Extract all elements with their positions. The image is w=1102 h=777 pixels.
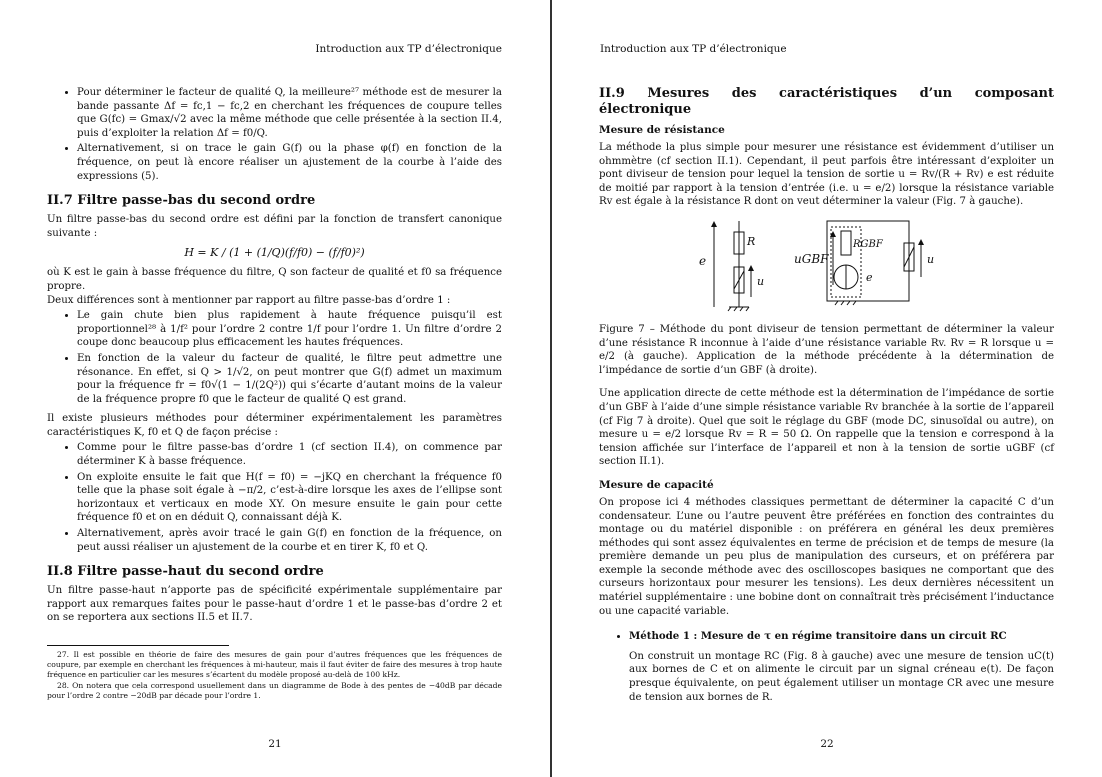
running-head: Introduction aux TP d’électronique bbox=[600, 43, 787, 55]
paragraph: La méthode la plus simple pour mesurer une résistance est évidemment d’utiliser un ohmmètre (cf section II.1). Cependant, il peut parfois être intéressant d’exploiter un pont diviseur de tension pour lequel la tension de sortie u = Rv/(R + Rv) e est réduite de moitié par rapport à la tension d’entrée (i.e. u = e/2) lorsque la résistance variable Rv est égale à la résistance R dont on veut déterminer la valeur (Fig. 7 à gauche). bbox=[599, 142, 1054, 208]
right-page-body bbox=[599, 86, 1054, 710]
list-item: • Comme pour le filtre passe-bas d’ordre 1 (cf section II.4), on commence par déterminer K à basse fréquence. bbox=[77, 441, 502, 468]
left-page-body bbox=[47, 86, 502, 625]
label-rgbf: RGBF bbox=[853, 238, 883, 250]
label-u: u bbox=[927, 252, 935, 266]
footnotes bbox=[47, 650, 502, 702]
paragraph: Un filtre passe-haut n’apporte pas de spécificité expérimentale supplémentaire par rapport aux remarques faites pour le passe-haut d’ordre 1 et le passe-bas d’ordre 2 et on se reportera aux sections II.5 et II.7. bbox=[47, 585, 502, 624]
subsection-heading: Mesure de capacité bbox=[599, 478, 714, 491]
figure-7-circuits bbox=[599, 217, 1054, 317]
list-item: • Le gain chute bien plus rapidement à haute fréquence puisqu’il est proportionnel²⁸ à 1/f² pour l’ordre 2 contre 1/f pour l’ordre 1. Un filtre d’ordre 2 coupe donc beaucoup plus efficacement les hautes fréquences. bbox=[77, 309, 502, 350]
arrow-u bbox=[918, 239, 924, 245]
label-ugbf: uGBF bbox=[794, 251, 829, 266]
differences-list bbox=[47, 309, 502, 406]
label-u: u bbox=[757, 274, 765, 288]
spacer bbox=[599, 618, 1054, 628]
label-e: e bbox=[866, 270, 873, 284]
paragraph: Deux différences sont à mentionner par rapport au filtre passe-bas d’ordre 1 : bbox=[47, 294, 451, 306]
list-item: • Alternativement, si on trace le gain G(f) ou la phase φ(f) en fonction de la fréquence, on peut là encore réaliser un ajustement de la courbe à l’aide des expressions (5). bbox=[77, 142, 502, 183]
method-body: On construit un montage RC (Fig. 8 à gauche) avec une mesure de tension uC(t) aux bornes de C et on alimente le circuit par un signal créneau e(t). De façon presque équivalente, on peut également utiliser un montage CR avec une mesure de tension aux bornes de R. bbox=[629, 650, 1054, 703]
method-title: Méthode 1 : Mesure de τ en régime transitoire dans un circuit RC bbox=[629, 630, 1007, 643]
quality-factor-list bbox=[47, 86, 502, 183]
methods-list bbox=[47, 441, 502, 554]
section-heading: II.7 Filtre passe-bas du second ordre bbox=[47, 193, 316, 209]
paragraph: Un filtre passe-bas du second ordre est défini par la fonction de transfert canonique suivante : bbox=[47, 214, 502, 239]
arrow-e bbox=[711, 221, 717, 227]
section-heading: II.8 Filtre passe-haut du second ordre bbox=[47, 564, 324, 580]
paragraph: On propose ici 4 méthodes classiques permettant de déterminer la capacité C d’un condensateur. L’une ou l’autre peuvent être préférées en fonction des contraintes du montage ou du matériel disponible : on préférera en général les deux premières méthodes qui sont assez équivalentes en terme de précision et de temps de mesure (la première demande un peu plus de manipulation des curseurs, et on préférera par exemple la seconde méthode avec des oscilloscopes basiques ne comportant que des curseurs horizontaux pour mesurer les tensions). Les deux dernières nécessitent un matériel supplémentaire : une bobine dont on connaîtrait très précisément l’inductance ou une capacité variable. bbox=[599, 496, 1054, 617]
list-item: • On exploite ensuite le fait que H(f = f0) = −jKQ en cherchant la fréquence f0 telle que la phase soit égale à −π/2, c’est-à-dire lorsque les axes de l’ellipse sont horizontaux et verticaux en mode XY. On mesure ensuite le gain pour cette fréquence f0 et on en déduit Q, connaissant déjà K. bbox=[77, 471, 502, 525]
section-heading: II.9 Mesures des caractéristiques d’un composant électronique bbox=[599, 86, 1054, 117]
figure-caption: Figure 7 – Méthode du pont diviseur de tension permettant de déterminer la valeur d’une résistance R inconnue à l’aide d’une résistance variable Rv. Rv = R lorsque u = e/2 (à gauche). Application de la méthode précédente à la détermination de l’impédance de sortie d’un GBF (à droite). bbox=[599, 323, 1054, 376]
arrow-u bbox=[748, 265, 754, 271]
spacer bbox=[599, 377, 1054, 387]
paragraph: Une application directe de cette méthode est la détermination de l’impédance de sortie d’un GBF à l’aide d’une simple résistance variable Rv branchée à la sortie de l’appareil (cf Fig 7 à droite). Quel que soit le réglage du GBF (mode DC, sinusoïdal ou autre), on mesure u = e/2 lorsque Rv = R = 50 Ω. On rappelle que la tension e correspond à la tension affichée sur l’interface de l’appareil et non à la tension de sortie uGBF (cf section II.1). bbox=[599, 388, 1054, 468]
page-number: 22 bbox=[820, 738, 834, 750]
footnote: 28. On notera que cela correspond usuellement dans un diagramme de Bode à des pentes de −40dB par décade pour l’ordre 2 contre −20dB par décade pour l’ordre 1. bbox=[47, 681, 502, 700]
circuit-diagram bbox=[699, 217, 959, 317]
paragraph: Il existe plusieurs méthodes pour déterminer expérimentalement les paramètres caractéristiques K, f0 et Q de façon précise : bbox=[47, 413, 502, 438]
paragraph: où K est le gain à basse fréquence du filtre, Q son facteur de qualité et f0 sa fréquence propre. bbox=[47, 267, 502, 292]
label-R: R bbox=[747, 234, 756, 248]
footnote: 27. Il est possible en théorie de faire des mesures de gain pour d’autres fréquences que les fréquences de coupure, par exemple en cherchant les fréquences à mi-hauteur, mais il faut éviter de faire des mesures à trop haute fréquence en particulier car les mesures s’écartent du modèle proposé au-delà de 100 kHz. bbox=[47, 650, 502, 679]
left-page bbox=[0, 0, 550, 777]
list-item: • En fonction de la valeur du facteur de qualité, le filtre peut admettre une résonance. En effet, si Q > 1/√2, on peut montrer que G(f) admet un maximum pour la fréquence fr = f0√(1 − 1/(2Q²)) qui s’écarte d’autant moins de la valeur de la fréquence propre f0 que le facteur de qualité Q est grand. bbox=[77, 352, 502, 406]
capacitance-methods-list bbox=[599, 630, 1054, 704]
subsection-heading: Mesure de résistance bbox=[599, 124, 725, 136]
transfer-function-equation: H = K / (1 + (1/Q)(f/f0) − (f/f0)²) bbox=[184, 246, 365, 260]
list-item bbox=[629, 630, 1054, 704]
label-e: e bbox=[699, 253, 707, 268]
list-item: • Alternativement, après avoir tracé le gain G(f) en fonction de la fréquence, on peut aussi réaliser un ajustement de la courbe et en tirer K, f0 et Q. bbox=[77, 527, 502, 554]
right-page bbox=[552, 0, 1102, 777]
footnote-rule bbox=[47, 645, 229, 646]
running-head: Introduction aux TP d’électronique bbox=[315, 43, 502, 55]
list-item: • Pour déterminer le facteur de qualité Q, la meilleure²⁷ méthode est de mesurer la bande passante Δf = fc,1 − fc,2 en cherchant les fréquences de coupure telles que G(fc) = Gmax/√2 avec la même méthode que celle présentée à la section II.4, puis d’exploiter la relation Δf = f0/Q. bbox=[77, 86, 502, 140]
page-number: 21 bbox=[268, 738, 282, 750]
